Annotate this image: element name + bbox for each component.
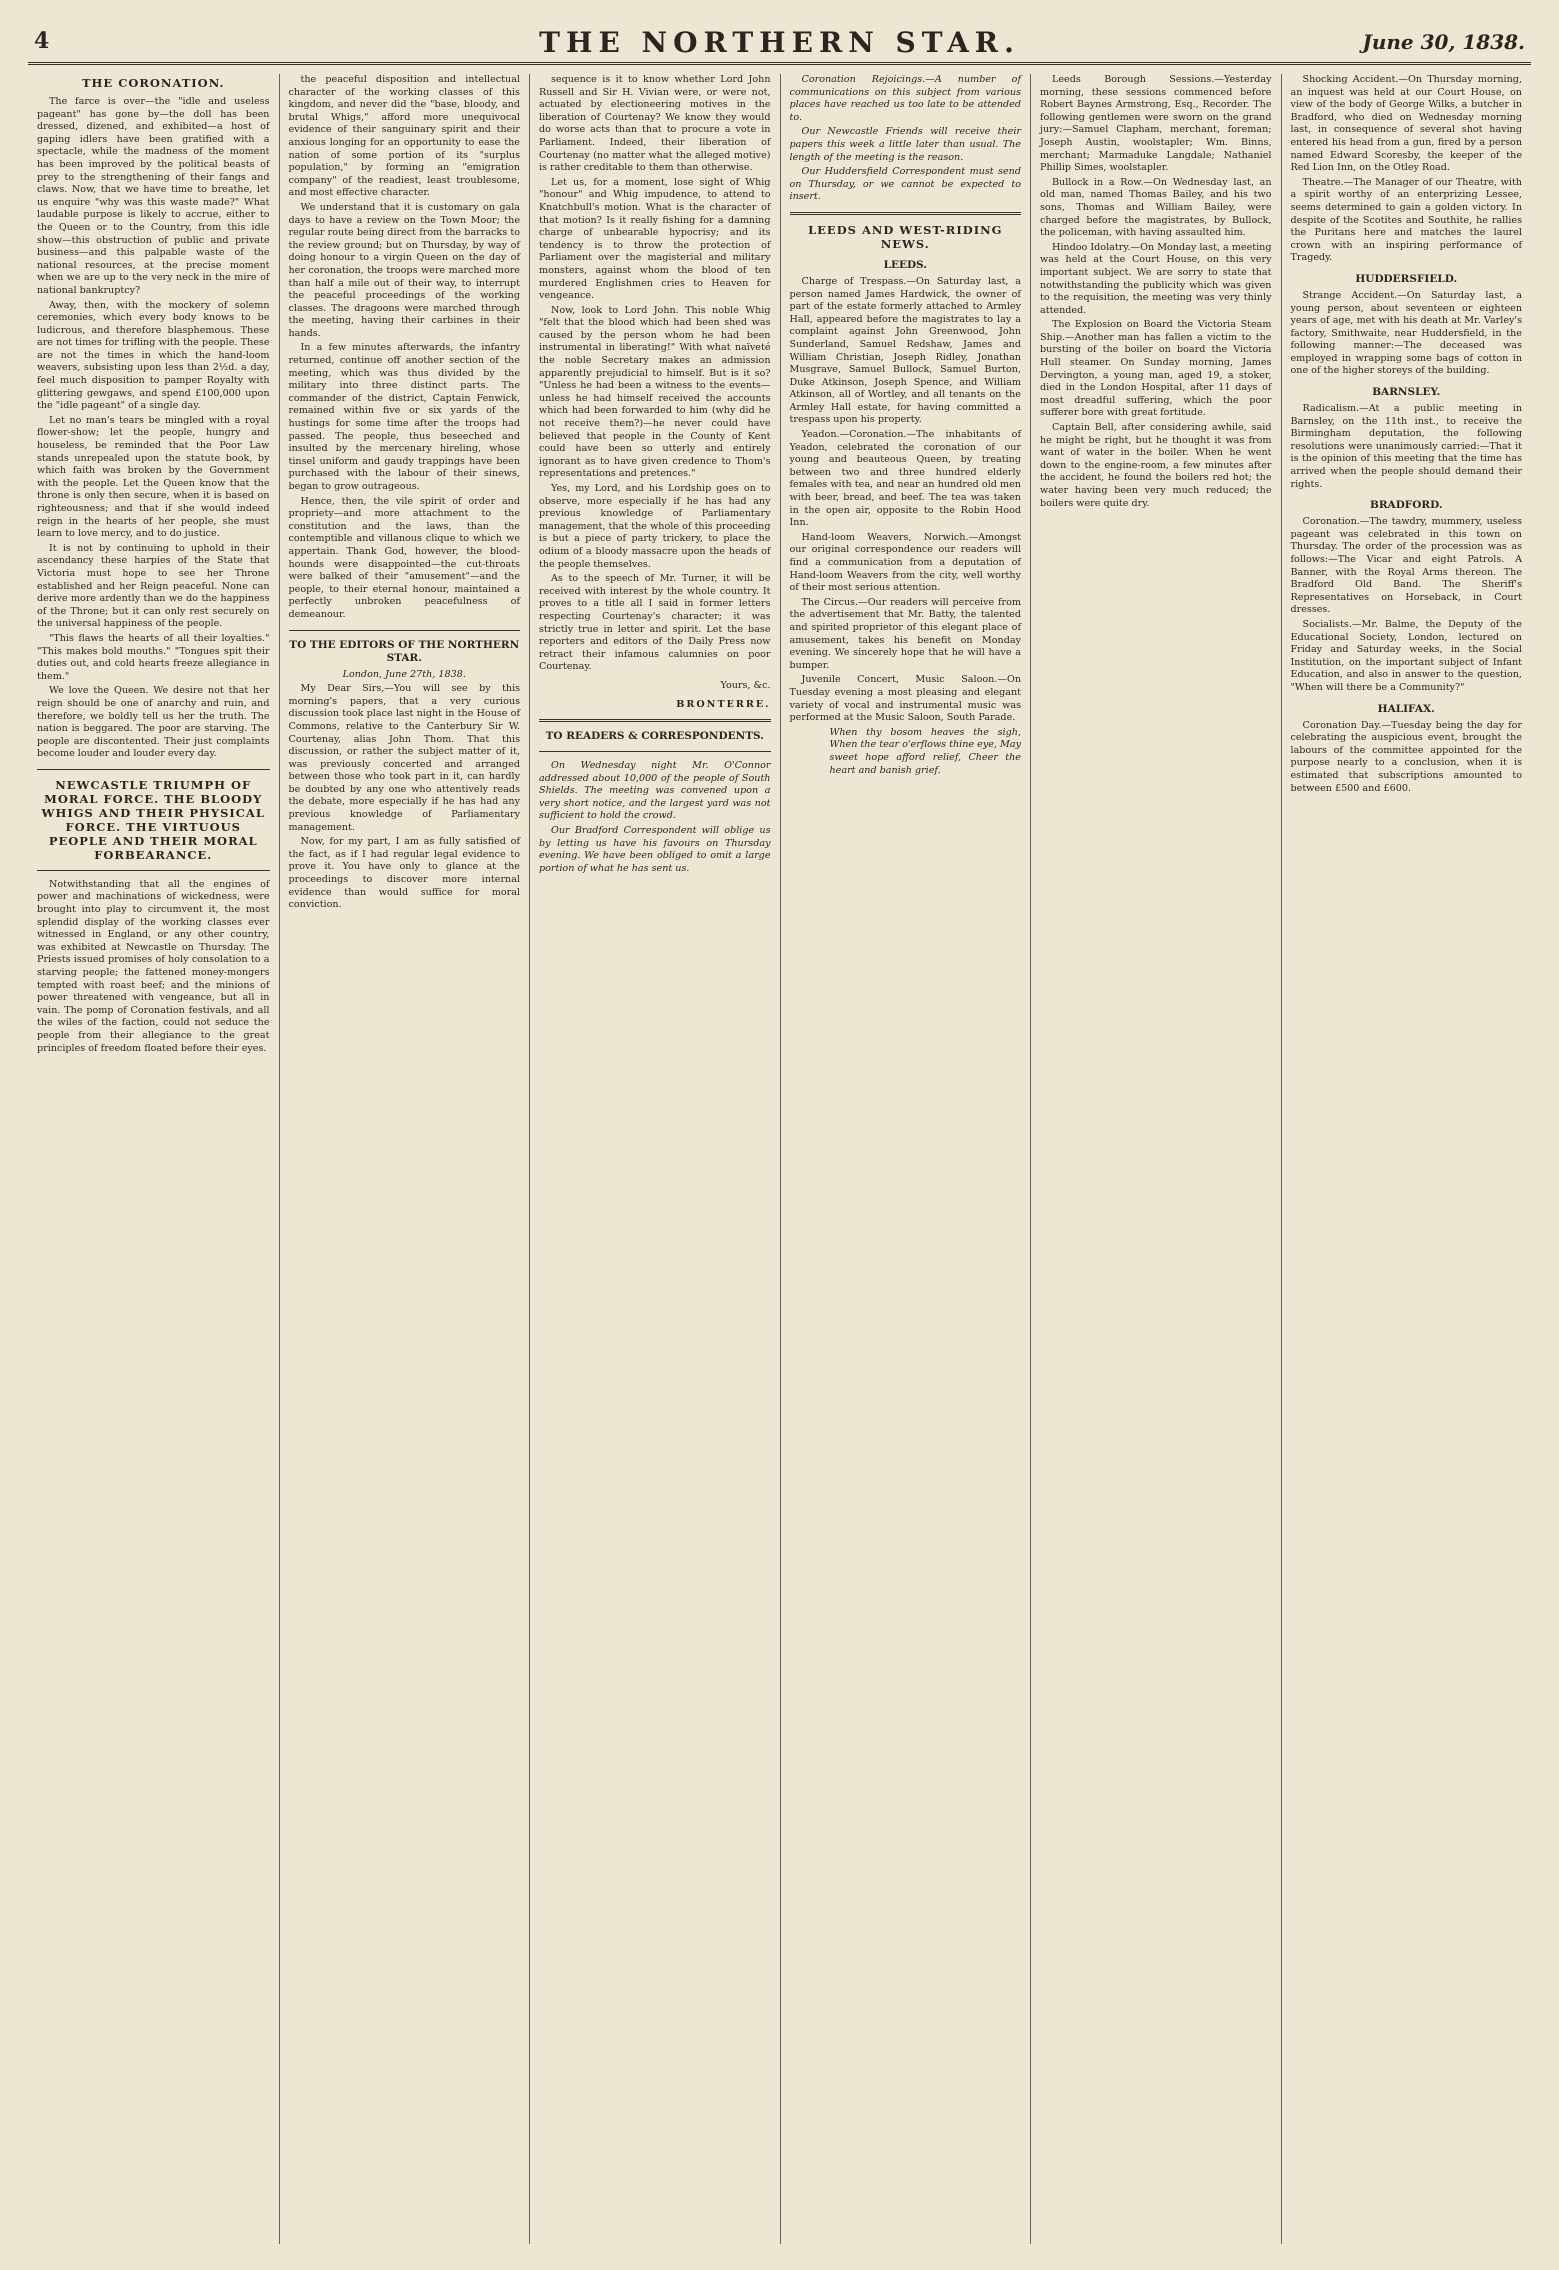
paragraph: Coronation.—The tawdry, mummery, useless pageant was celebrated in this town on Thursday. The order of the procession was as follows:—The Vicar and eight Patrols. A Banner, with the Royal Arms thereon. The Bradford Old Band. The Sheriff's Representatives on Horseback, in Court dresses. [1290, 516, 1522, 616]
paragraph: Yes, my Lord, and his Lordship goes on to observe, more especially if he has had any previous knowledge of Parliamentary management, that the whole of this proceeding is but a piece of party trickery, to place the odium of a bloody massacre upon the heads of the people themselves. [539, 483, 771, 570]
paragraph: Radicalism.—At a public meeting in Barnsley, on the 11th inst., to receive the Birmingham deputation, the following resolutions were unanimously carried:—That it is the opinion of this meeting that the time has arrived when the people should demand their rights. [1290, 403, 1522, 490]
paragraph: the peaceful disposition and intellectual character of the working classes of this kingdom, and never did the "base, bloody, and brutal Whigs," afford more unequivocal evidence of their sanguinary spirit and their anxious longing for an opportunity to ease the nation of some portion of its "surplus population," by forming an "emigration company" of the readiest, least troublesome, and most effective character. [288, 74, 520, 199]
headline-huddersfield: HUDDERSFIELD. [1355, 272, 1458, 285]
paragraph: Let us, for a moment, lose sight of Whig "honour" and Whig impudence, to attend to Knatchbull's motion. What is the character of that motion? Is it really fishing for a damning charge of unbearable hypocrisy; and its tendency is to throw the protection of Parliament over the magisterial and military monsters, against whom the blood of ten murdered Englishmen cries to Heaven for vengeance. [539, 176, 771, 302]
paragraph: The Explosion on Board the Victoria Steam Ship.—Another man has fallen a victim to the bursting of the boiler on board the Victoria Hull steamer. On Sunday morning, James Dervington, a young man, aged 19, a stoker, died in the London Hospital, after 11 days of most dreadful suffering, which the poor sufferer bore with great fortitude. [1040, 319, 1272, 419]
paragraph: Hand-loom Weavers, Norwich.—Amongst our original correspondence our readers will find a communication from a deputation of Hand-loom Weavers from the city, well worthy of their most serious attention. [789, 531, 1021, 594]
paragraph: Away, then, with the mockery of solemn ceremonies, which every body knows to be ludicrous, and therefore blasphemous. These are not times for trifling with the people. These are not the times in which the hand-loom weavers, subsisting upon less than 2½d. a day, feel much disposition to pamper Royalty with glittering gewgaws, and spend £100,000 upon the "idle pageant" of a single day. [37, 299, 270, 412]
letter-closing: Yours, &c. [720, 679, 771, 691]
notice: On Wednesday night Mr. O'Connor addressed about 10,000 of the people of South Shields. The meeting was convened upon a very short notice, and the largest yard was not sufficient to hold the crowd. [539, 760, 771, 822]
headline-barnsley: BARNSLEY. [1372, 386, 1441, 399]
paragraph: As to the speech of Mr. Turner, it will be received with interest by the whole country. It proves to a title all I said in former letters respecting Courtenay's character; it was strictly true in letter and spirit. Let the base reporters and editors of the Daily Press now retract their infamous calumnies on poor Courtenay. [539, 573, 771, 673]
divider [37, 769, 270, 770]
column-4 [780, 74, 1031, 2244]
divider [289, 630, 521, 631]
paragraph: We understand that it is customary on gala days to have a review on the Town Moor; the regular route being direct from the barracks to the review ground; but on Thursday, by way of doing honour to a virgin Queen on the day of her coronation, the troops were marched more than half a mile out of their way, to interrupt the peaceful proceedings of the working classes. The dragoons were marched through the meeting, having their carbines in their hands. [288, 201, 520, 339]
paragraph: The farce is over—the "idle and useless pageant" has gone by—the doll has been dressed, dizened, and exhibited—a host of gaping idlers have been gratified with a spectacle, while the madness of the moment has been improved by the political beasts of prey to the strengthening of their fangs and claws. Now, that we have time to breathe, let us enquire "why was this waste made?" What laudable purpose is likely to accrue, either to the Queen or to the Country, from this idle show—this obstruction of public and private business—and this palpable waste of the national resources, at the precise moment when we are up to the very neck in the mire of national bankruptcy? [37, 96, 270, 296]
paragraph: sequence is it to know whether Lord John Russell and Sir H. Vivian were, or were not, actuated by electioneering motives in the liberation of Courtenay? We know they would do worse acts than that to procure a vote in Parliament. Indeed, their liberation of Courtenay (no matter what the alleged motive) is rather creditable to them than otherwise. [539, 74, 771, 174]
paragraph: Charge of Trespass.—On Saturday last, a person named James Hardwick, the owner of part of the estate formerly attached to Armley Hall, appeared before the magistrates to lay a complaint against John Greenwood, John Sunderland, Samuel Redshaw, James and William Christian, Joseph Ridley, Jonathan Musgrave, Samuel Bullock, Samuel Burton, Duke Atkinson, Joseph Spence, and William Atkinson, all of Wortley, and all tenants on the Armley Hall estate, for having committed a trespass upon his property. [789, 275, 1021, 426]
divider [539, 719, 771, 722]
paragraph: Yeadon.—Coronation.—The inhabitants of Yeadon, celebrated the coronation of our young and beauteous Queen, by treating between two and three hundred elderly females with tea, and near an hundred old men with beer, bread, and beef. The tea was taken in the open air, opposite to the Robin Hood Inn. [789, 429, 1021, 529]
paragraph: Now, for my part, I am as fully satisfied of the fact, as if I had regular legal evidence to prove it. You have only to glance at the proceedings to discover more internal evidence than would suffice for moral conviction. [288, 836, 520, 911]
headline-halifax: HALIFAX. [1377, 702, 1435, 715]
letter-dateline: London, June 27th, 1838. [342, 668, 466, 680]
headline-correspondents: TO READERS & CORRESPONDENTS. [545, 730, 764, 743]
notice: Our Bradford Correspondent will oblige us by letting us have his favours on Thursday evening. We have been obliged to omit a large portion of what he has sent us. [539, 825, 771, 874]
divider [37, 870, 270, 871]
column-5 [1030, 74, 1281, 2244]
column-2 [279, 74, 530, 2244]
paragraph: Leeds Borough Sessions.—Yesterday morning, these sessions commenced before Robert Baynes Armstrong, Esq., Recorder. The following gentlemen were sworn on the grand jury:—Samuel Clapham, merchant, foreman; Joseph Austin, woolstapler; Wm. Binns, merchant; Marmaduke Langdale; Nathaniel Phillip Simes, woolstapler. [1040, 74, 1272, 174]
paragraph: Let no man's tears be mingled with a royal flower-show; let the people, hungry and houseless, be reminded that the Poor Law stands unrepealed upon the statute book, by which faith was broken by the Government with the people. Let the Queen know that the throne is only then secure, when it is based on righteousness; and that if she would indeed reign in the hearts of her people, she must learn to love mercy, and to do justice. [37, 414, 270, 540]
paragraph: Now, look to Lord John. This noble Whig "felt that the blood which had been shed was caused by the person whom he had been instrumental in liberating!" With what naïveté the noble Secretary makes an admission apparently prejudicial to himself. But is it so? "Unless he had been a witness to the events—unless he had himself received the accounts which had been forwarded to him (why did he not receive them?)—he never could have believed that people in the County of Kent could have been so utterly and entirely ignorant as to have given credence to Thom's representations and pretences." [539, 304, 771, 480]
paragraph: Socialists.—Mr. Balme, the Deputy of the Educational Society, London, lectured on Friday and Saturday weeks, in the Social Institution, on the important subject of Infant Education, and also in answer to the question, "When will there be a Community?" [1290, 618, 1522, 693]
notice: Our Newcastle Friends will receive their papers this week a little later than usual. The length of the meeting is the reason. [789, 126, 1021, 163]
letter-signature: BRONTERRE. [676, 698, 771, 710]
poem: When thy bosom heaves the sigh, When the tear o'erflows thine eye, May sweet hope afford relief, Cheer the heart and banish grief. [829, 726, 1021, 776]
article-columns [28, 74, 1531, 2244]
headline-newcastle: NEWCASTLE TRIUMPH OF MORAL FORCE. THE BLOODY WHIGS AND THEIR PHYSICAL FORCE. THE VIRTUOUS PEOPLE AND THEIR MORAL FORBEARANCE. [41, 777, 265, 862]
notice: Coronation Rejoicings.—A number of communications on this subject from various places have reached us too late to be attended to. [789, 74, 1021, 123]
headline-coronation: THE CORONATION. [82, 76, 225, 90]
paragraph: Strange Accident.—On Saturday last, a young person, about seventeen or eighteen years of age, met with his death at Mr. Varley's factory, Smithwaite, near Huddersfield, in the following manner:—The deceased was employed in wrapping some bags of cotton in one of the higher storeys of the building. [1290, 289, 1522, 377]
paragraph: Juvenile Concert, Music Saloon.—On Tuesday evening a most pleasing and elegant variety of vocal and instrumental music was performed at the Music Saloon, South Parade. [789, 674, 1021, 724]
newspaper-page [28, 22, 1531, 2248]
headline-editors-letter: TO THE EDITORS OF THE NORTHERN STAR. [289, 638, 520, 664]
quote-list: "This flaws the hearts of all their loyalties." "This makes bold mouths." "Tongues spit their duties out, and cold hearts freeze allegiance in them." [37, 632, 270, 682]
column-1 [28, 74, 279, 2244]
paragraph: Theatre.—The Manager of our Theatre, with a spirit worthy of an enterprizing Lessee, seems determined to gain a golden victory. In despite of the Scotites and Southite, he rallies the Puritans here and matches the laurel crown with an inspiring performance of Tragedy. [1290, 176, 1522, 264]
paragraph: In a few minutes afterwards, the infantry returned, continue off another section of the meeting, which was thus divided by the military into three distinct parts. The commander of the district, Captain Fenwick, remained within five or six yards of the hustings for some time after the troops had passed. The people, thus beseeched and insulted by the mercenary hireling, whose tinsel uniform and gaudy trappings have been purchased with the labour of their sinews, began to grow outrageous. [288, 342, 520, 492]
paragraph: It is not by continuing to uphold in their ascendancy these harpies of the State that Victoria must hope to see her Throne established and her Reign peaceful. None can derive more ardently than we do the happiness of the Throne; but it can only rest securely on the universal happiness of the people. [37, 542, 270, 630]
masthead [28, 22, 1531, 65]
paragraph: Hence, then, the vile spirit of order and propriety—and more attachment to the constitution and the laws, than the contemptible and villanous clique to which we appertain. Thank God, however, the blood-hounds were disappointed—the cut-throats were balked of their "amusement"—and the people, to their eternal honour, maintained a perfectly unbroken peacefulness of demeanour. [288, 495, 520, 620]
column-6 [1281, 74, 1532, 2244]
paragraph: Bullock in a Row.—On Wednesday last, an old man, named Thomas Bailey, and his two sons, Thomas and William Bailey, were charged before the magistrates, by Bullock, the policeman, with having assaulted him. [1040, 176, 1272, 239]
headline-leeds: LEEDS. [883, 258, 927, 271]
divider [539, 751, 771, 752]
issue-date: June 30, 1838. [1362, 30, 1525, 54]
headline-bradford: BRADFORD. [1369, 499, 1443, 512]
notice: Our Huddersfield Correspondent must send on Thursday, or we cannot be expected to insert. [789, 166, 1021, 203]
divider [790, 212, 1022, 215]
paragraph: My Dear Sirs,—You will see by this morning's papers, that a very curious discussion took place last night in the House of Commons, relative to the Canterbury Sir W. Courtenay, alias John Thom. That this discussion, or rather the subject matter of it, was previously concerted and arranged between those who took part in it, can hardly be doubted by any one who attentively reads the debate, more especially if he has had any previous knowledge of Parliamentary management. [288, 683, 520, 833]
paragraph: The Circus.—Our readers will perceive from the advertisement that Mr. Batty, the talented and spirited proprietor of this elegant place of amusement, takes his benefit on Monday evening. We sincerely hope that he will have a bumper. [789, 596, 1021, 671]
page-number: 4 [34, 28, 50, 54]
paragraph: We love the Queen. We desire not that her reign should be one of anarchy and ruin, and therefore, we boldly tell us her the truth. The nation is beggared. The poor are starving. The people are discontented. Their just complaints become louder and louder every day. [37, 685, 270, 760]
paragraph: Captain Bell, after considering awhile, said he might be right, but he thought it was from want of water in the boiler. When he went down to the engine-room, a few minutes after the accident, he found the boilers red hot; the water having been very much reduced; the boilers were quite dry. [1040, 422, 1272, 509]
paragraph: Notwithstanding that all the engines of power and machinations of wickedness, were brought into play to circumvent it, the most splendid display of the working classes ever witnessed in England, or any other country, was exhibited at Newcastle on Thursday. The Priests issued promises of holy consolation to a starving people; the fattened money-mongers tempted with roast beef; and the minions of power threatened with vengeance, but all in vain. The pomp of Coronation festivals, and all the wiles of the faction, could not seduce the people from their allegiance to the great principles of freedom floated before their eyes. [37, 878, 270, 1054]
paragraph: Shocking Accident.—On Thursday morning, an inquest was held at our Court House, on view of the body of George Wilks, a butcher in Bradford, who died on Wednesday morning last, in consequence of several shot having entered his head from a gun, fired by a person named Edward Scoresby, the keeper of the Red Lion Inn, on the Otley Road. [1290, 74, 1522, 174]
newspaper-title: THE NORTHERN STAR. [539, 26, 1020, 59]
paragraph: Hindoo Idolatry.—On Monday last, a meeting was held at the Court House, on this very important subject. We are sorry to state that notwithstanding the publicity which was given to the requisition, the meeting was very thinly attended. [1040, 241, 1272, 316]
column-3 [529, 74, 780, 2244]
headline-leeds-news: LEEDS AND WEST-RIDING NEWS. [808, 222, 1003, 251]
paragraph: Coronation Day.—Tuesday being the day for celebrating the auspicious event, brought the labours of the committee appointed for the purpose nearly to a conclusion, when it is estimated that subscriptions amounted to between £500 and £600. [1290, 719, 1522, 794]
